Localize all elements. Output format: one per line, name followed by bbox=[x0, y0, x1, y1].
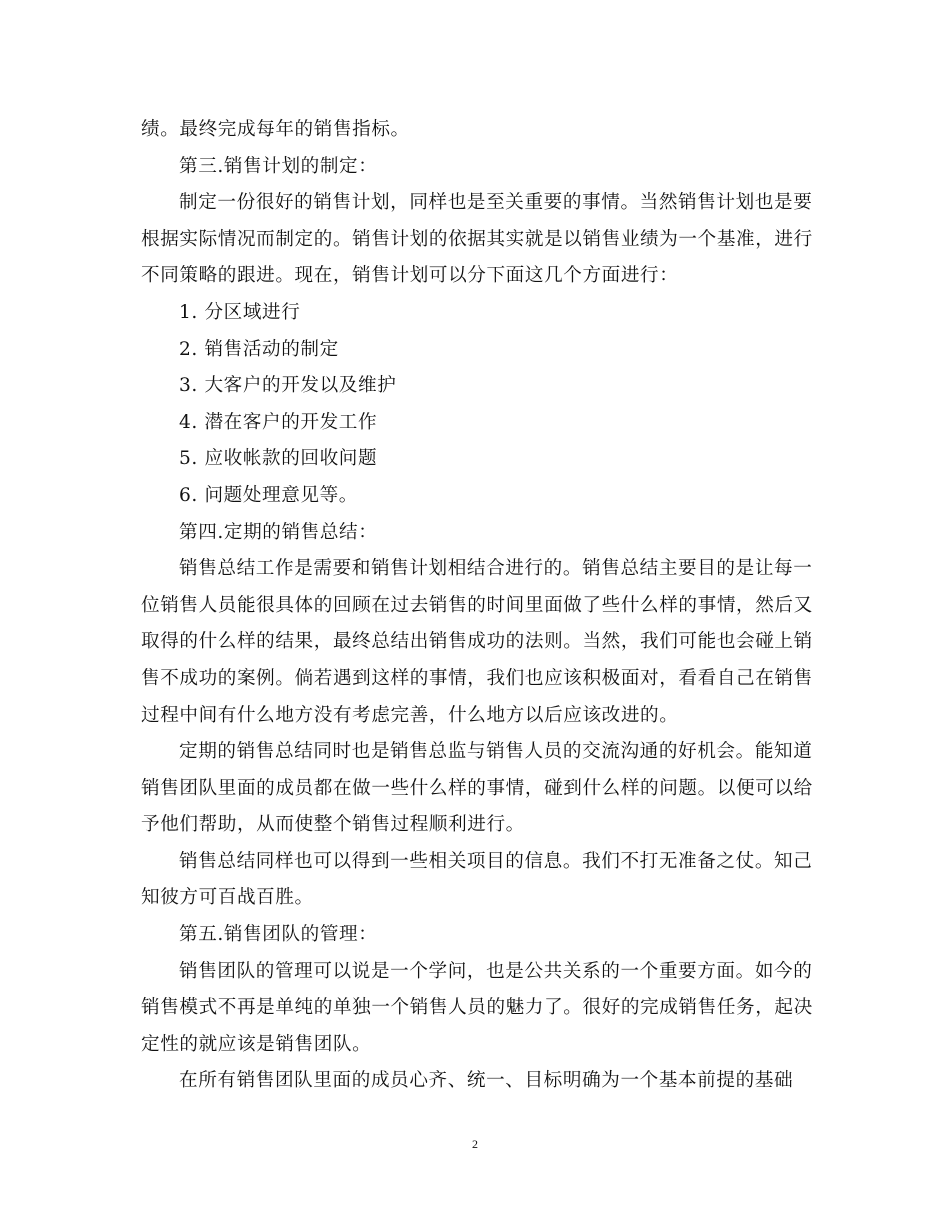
text-line: 知彼方可百战百胜。 bbox=[141, 887, 314, 909]
text-line: 予他们帮助，从而使整个销售过程顺利进行。 bbox=[141, 814, 525, 836]
text-line: 销售模式不再是单纯的单独一个销售人员的魅力了。很好的完成销售任务，起决 bbox=[141, 997, 813, 1019]
text-line: 3. 大客户的开发以及维护 bbox=[179, 375, 397, 397]
text-line: 绩。最终完成每年的销售指标。 bbox=[141, 119, 410, 140]
document-body bbox=[141, 112, 813, 1100]
text-line: 制定一份很好的销售计划，同样也是至关重要的事情。当然销售计划也是要 bbox=[179, 192, 813, 214]
text-line: 定性的就应该是销售团队。 bbox=[141, 1033, 372, 1055]
text-line: 销售团队的管理可以说是一个学问，也是公共关系的一个重要方面。如今的 bbox=[179, 960, 813, 982]
text-line: 5. 应收帐款的回收问题 bbox=[179, 448, 378, 470]
text-line: 定期的销售总结同时也是销售总监与销售人员的交流沟通的好机会。能知道 bbox=[179, 741, 813, 763]
text-line: 6. 问题处理意见等。 bbox=[179, 484, 359, 506]
text-line: 销售总结同样也可以得到一些相关项目的信息。我们不打无准备之仗。知己 bbox=[179, 850, 813, 872]
text-line: 位销售人员能很具体的回顾在过去销售的时间里面做了些什么样的事情，然后又 bbox=[141, 594, 813, 616]
text-line: 第四.定期的销售总结： bbox=[179, 521, 378, 543]
page-number: 2 bbox=[472, 1137, 478, 1151]
text-line: 售不成功的案例。倘若遇到这样的事情，我们也应该积极面对，看看自己在销售 bbox=[141, 667, 813, 689]
text-line: 第三.销售计划的制定： bbox=[179, 155, 378, 177]
text-line: 销售总结工作是需要和销售计划相结合进行的。销售总结主要目的是让每一 bbox=[179, 558, 813, 580]
text-line: 过程中间有什么地方没有考虑完善，什么地方以后应该改进的。 bbox=[141, 704, 679, 726]
text-line: 销售团队里面的成员都在做一些什么样的事情，碰到什么样的问题。以便可以给 bbox=[141, 777, 813, 799]
text-line: 取得的什么样的结果，最终总结出销售成功的法则。当然，我们可能也会碰上销 bbox=[141, 631, 813, 653]
text-line: 第五.销售团队的管理： bbox=[179, 924, 378, 946]
text-line: 2. 销售活动的制定 bbox=[179, 338, 339, 360]
text-line: 4. 潜在客户的开发工作 bbox=[179, 411, 378, 433]
text-line: 不同策略的跟进。现在，销售计划可以分下面这几个方面进行： bbox=[141, 265, 679, 287]
text-line: 1. 分区域进行 bbox=[179, 301, 301, 323]
text-line: 在所有销售团队里面的成员心齐、统一、目标明确为一个基本前提的基础 bbox=[179, 1070, 794, 1092]
text-line: 根据实际情况而制定的。销售计划的依据其实就是以销售业绩为一个基准，进行 bbox=[141, 228, 813, 250]
